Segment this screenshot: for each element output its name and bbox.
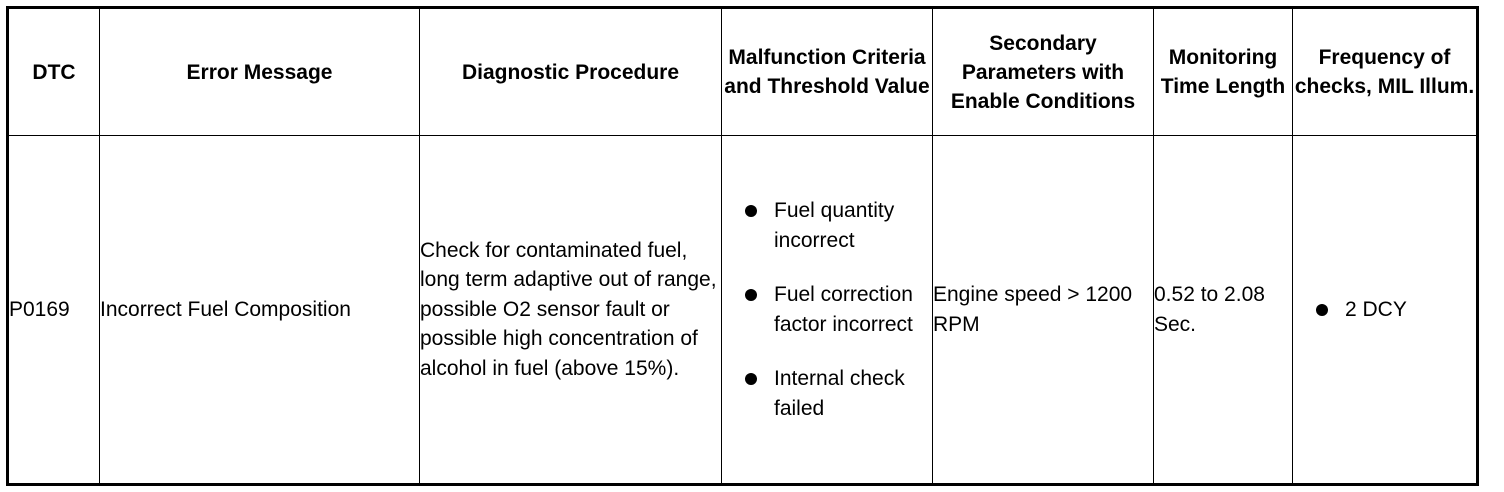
header-dtc: DTC bbox=[8, 8, 100, 136]
bullet-icon bbox=[1316, 304, 1328, 316]
header-monitoring-time: Monitoring Time Length bbox=[1154, 8, 1293, 136]
bullet-icon bbox=[745, 373, 757, 385]
dtc-table bbox=[6, 6, 1479, 486]
header-frequency: Frequency of checks, MIL Illum. bbox=[1293, 8, 1478, 136]
criteria-item-text: Fuel quantity incorrect bbox=[774, 199, 895, 252]
frequency-item bbox=[1293, 295, 1476, 325]
header-secondary-parameters: Secondary Parameters with Enable Conditions bbox=[933, 8, 1154, 136]
criteria-list bbox=[722, 196, 932, 423]
bullet-icon bbox=[745, 205, 757, 217]
frequency-list bbox=[1293, 295, 1476, 325]
header-diagnostic-procedure: Diagnostic Procedure bbox=[420, 8, 722, 136]
cell-error-message: Incorrect Fuel Composition bbox=[100, 136, 420, 485]
table-row bbox=[8, 136, 1478, 485]
cell-monitoring-time: 0.52 to 2.08 Sec. bbox=[1154, 136, 1293, 485]
cell-malfunction-criteria bbox=[722, 136, 933, 485]
bullet-icon bbox=[745, 289, 757, 301]
frequency-item-text: 2 DCY bbox=[1345, 297, 1407, 321]
cell-secondary-parameters: Engine speed > 1200 RPM bbox=[933, 136, 1154, 485]
cell-dtc-code: P0169 bbox=[8, 136, 100, 485]
criteria-item bbox=[722, 196, 932, 255]
header-malfunction-criteria: Malfunction Criteria and Threshold Value bbox=[722, 8, 933, 136]
criteria-item bbox=[722, 364, 932, 423]
cell-frequency bbox=[1293, 136, 1478, 485]
criteria-item-text: Internal check failed bbox=[774, 367, 905, 420]
criteria-item-text: Fuel correction factor incorrect bbox=[774, 283, 913, 336]
criteria-item bbox=[722, 280, 932, 339]
cell-diagnostic-procedure: Check for contaminated fuel, long term adaptive out of range, possible O2 sensor fault or possible high concentration of alcohol in fuel (above 15%). bbox=[420, 136, 722, 485]
header-error-message: Error Message bbox=[100, 8, 420, 136]
header-row bbox=[8, 8, 1478, 136]
